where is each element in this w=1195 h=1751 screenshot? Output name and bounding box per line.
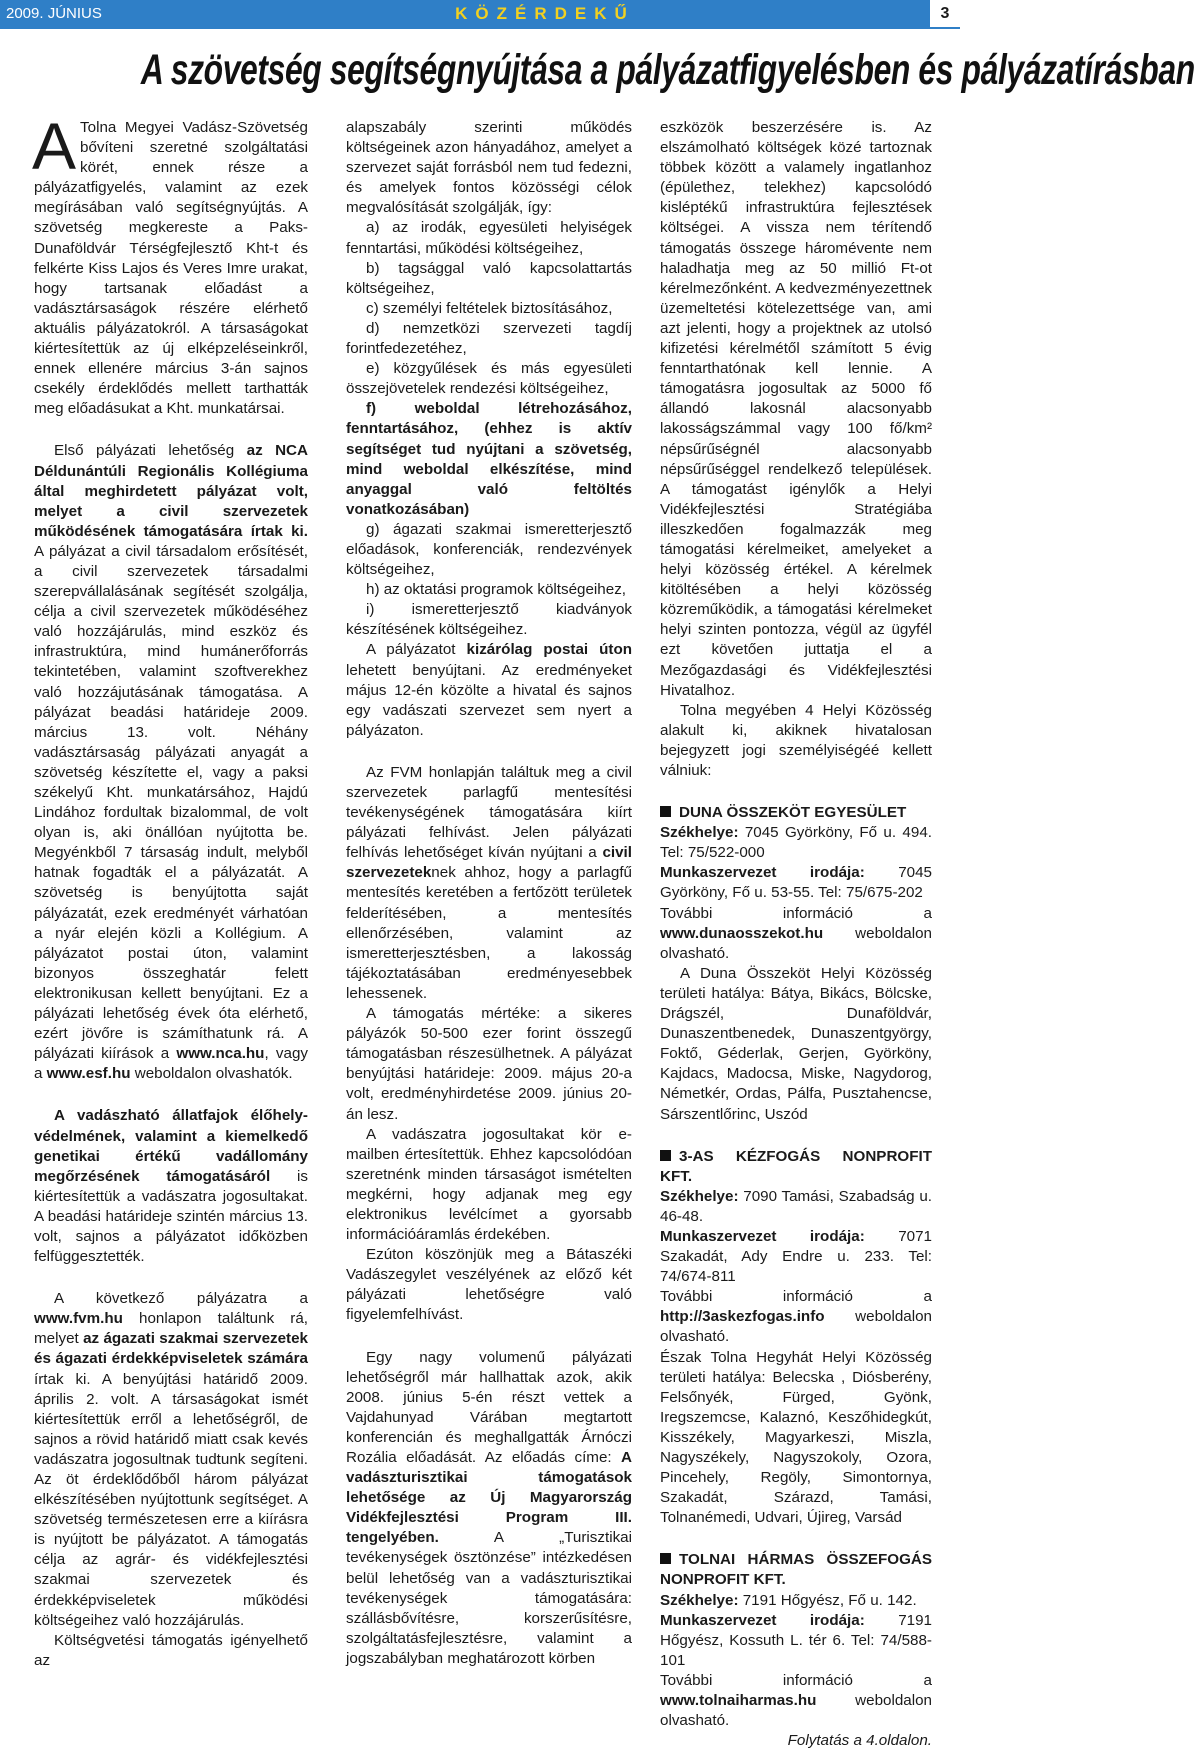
org-heading: 3-AS KÉZFOGÁS NONPROFIT KFT. [660,1147,932,1185]
org-info: További információ a http://3askezfogas.info weboldalon olvasható. [660,1288,932,1346]
paragraph: Tolna megyében 4 Helyi Közösség alakult ki, akiknek hivatalosan bejegyzett jogi személyiségéé kellett válniuk: [660,701,932,779]
org-office: Munkaszervezet irodája: 7071 Szakadát, Ady Endre u. 233. Tel: 74/674-811 [660,1227,932,1286]
link-fvm[interactable]: www.fvm.hu [34,1310,123,1328]
list-item: a) az irodák, egyesületi helyiségek fenntartási, működési költségeihez, [346,219,632,257]
page-number: 3 [940,5,950,22]
continued-note: Folytatás a 4.oldalon. [787,1732,932,1750]
org-office: Munkaszervezet irodája: 7045 Györköny, Fő u. 53-55. Tel: 75/675-202 [660,864,932,902]
org-seat: Székhelye: 7045 Györköny, Fő u. 494. Tel: 75/522-000 [660,824,932,862]
org-seat: Székhelye: 7090 Tamási, Szabadság u. 46-48. [660,1187,932,1225]
list-item: c) személyi feltételek biztosításához, [366,299,613,317]
paragraph: A pályázatot kizárólag postai úton lehetett benyújtani. Az eredményeket május 12-én közölte a hivatal és sajnos egy vadászati szervezet sem nyert a pályázaton. [346,641,633,739]
paragraph: Az FVM honlapján találtuk meg a civil szervezetek parlagfű mentesítési tevékenységének támogatására kiírt pályázati felhívást. Jelen pályázati felhívás lehetőséget kíván nyújtani a civil szervezeteknek ahhoz, hogy a parlagfű mentesítés keretében a fertőzött területek felderítésében, a mentesítés ellenőrzésében, valamint az ismeretterjesztésben, a lakosság tájékoztatásában eredményesebbek lehessenek. [346,763,632,1002]
list-item: f) weboldal létrehozásához, fenntartásához, (ehhez is aktív segítséget tud nyújtani a szövetség, mind weboldal elkészítése, mind anyaggal való feltöltés vonatkozásában) [346,400,632,518]
square-bullet-icon [660,806,671,817]
list-item: g) ágazati szakmai ismeretterjesztő előadások, konferenciák, rendezvények költségeihez, [346,520,632,579]
lead-paragraph [32,109,308,419]
paragraph: Egy nagy volumenű pályázati lehetőségről már hallhattak azok, akik 2008. június 5-én részt vettek a Vajdahunyad Várában megtartott konferencián és meghallgatták Árnóczi Rozália előadását. Az előadás címe: A vadászturisztikai támogatások lehetősége az Új Magyarország Vidékfejlesztési Program III. tengelyében. A „Turisztikai tevékenységek ösztönzése” intézkedésen belül lehetőség van a vadászturisztikai tevékenységek támogatására: szállásbővítésre, korszerűsítésre, szolgáltatásfejlesztésre, valamint a jogszabályban meghatározott körben [346,1348,632,1667]
paragraph: A vadászatra jogosultakat kör e-mailben értesítettük. Ehhez kapcsolódóan szeretnénk minden társaságot ismételten megkérni, hogy adjanak meg egy elektronikus levélcímet a gyorsabb információáramlás érdekében. [346,1125,632,1244]
org-heading: DUNA ÖSSZEKÖT EGYESÜLET [660,803,932,823]
paragraph: Ezúton köszönjük meg a Bátaszéki Vadászegylet veszélyének az előző két pályázati lehetőségre való figyelemfelhívást. [346,1246,632,1324]
link-dunaosszekot[interactable]: www.dunaosszekot.hu [660,924,824,942]
lead-text: Tolna Megyei Vadász-Szövetség bővíteni szeretné szolgáltatási körét, ennek része a pályázatfigyelés, valamint az ezek megírásában való segítségnyújtás. A szövetség megkereste a Paks-Dunaföldvár Térségfejlesztő Kht-t és felkérte Kiss Lajos és Veres Imre urakat, hogy tartsanak előadást a vadásztársaságok részére elérhető aktuális pályázatokról. A társaságokat kiértesítettük az új elképzeléseinkről, ennek ellenére március 3-án sajnos csekély érdeklődés mellett tarthatták meg előadásukat a Kht. munkatársai. [34,119,308,418]
square-bullet-icon [660,1150,671,1161]
issue-date: 2009. JÚNIUS [0,0,160,27]
list-item: b) tagsággal való kapcsolattartás költségeihez, [346,259,632,297]
list-item: h) az oktatási programok költségeihez, [366,581,627,599]
org-office: Munkaszervezet irodája: 7191 Hőgyész, Kossuth L. tér 6. Tel: 74/588-101 [660,1611,932,1669]
paragraph: Első pályázati lehetőség az NCA Déldunántúli Regionális Kollégiuma által meghirdetett pályázat volt, melyet a civil szervezetek működésének támogatására írtak ki. A pályázat a civil társadalom erősítését, a civil szervezetek társadalmi szerepvállalásának segítését szolgálja, célja a civil szervezetek működéséhez való hozzájárulás, mind eszköz és infrastruktúra, mind humánerőforrás tekintetében, valamint szoftverekhez való hozzájutásának támogatása. A pályázat beadási határideje 2009. március 13. volt. Néhány vadásztársaság pályázati anyagát a szövetség készítette el, vagy a paksi székelyű Kht. munkatársához, Hajdú Lindához fordultak bizalommal, de volt olyan is, aki önállóan nyújtotta be. Megyénkből 7 társaság indult, melyből hatnak fogadták el a pályázatát. A szövetség is benyújtotta saját pályázatát, ezek eredményét várhatóan a nyár elején közli a Kollégium. A pályázatot postai úton, valamint bizonyos összeghatár felett elektronikusan kellett benyújtani. Ez a pályázati lehetőség évek óta elérhető, ezért jövőre is számíthatunk rá. A pályázati kiírások a www.nca.hu, vagy a www.esf.hu weboldalon olvashatók. [34,442,309,1083]
square-bullet-icon [660,1553,671,1564]
list-item: d) nemzetközi szervezeti tagdíj forintfedezetéhez, [346,319,632,358]
link-esf[interactable]: www.esf.hu [46,1065,131,1083]
org-description: A Duna Összeköt Helyi Közösség területi hatálya: Bátya, Bikács, Bölcske, Drágszél, Dunaföldvár, Dunaszentbenedek, Dunaszentgyörgy, Foktő, Géderlak, Gerjen, Györköny, Kajdacs, Madocsa, Miske, Nagydorog, Németkér, Ordas, Pálfa, Pusztahencse, Sárszentlőrinc, Uszód [660,964,932,1123]
paragraph: A következő pályázatra a www.fvm.hu honlapon találtunk rá, melyet az ágazati szakmai szervezetek és ágazati érdekképviseletek számára írtak ki. A benyújtási határidő 2009. április 2. volt. A társaságokat ismét kiértesítettük erről a lehetőségről, de sajnos a rövid határidő miatt csak kevés vadászatra jogosultnak tudtunk segíteni. Az öt érdeklődőből három pályázat elkészítésében nyújtottunk segítséget. A szövetség természetesen erre a kiírásra is nyújtott be pályázatot. A támogatás célja az agrár- és vidékfejlesztési szakmai szervezetek és érdekképviseletek működési költségeihez való hozzájárulás. [34,1290,309,1629]
top-bar [0,0,960,29]
org-description: Észak Tolna Hegyhát Helyi Közösség területi hatálya: Belecska , Diósberény, Felsőnyék, Fürged, Gyönk, Iregszemcse, Kalaznó, Keszőhidegkút, Kisszékely, Magyarkeszi, Miszla, Nagyszékely, Nagyszokoly, Ozora, Pincehely, Regöly, Simontornya, Szakadát, Szárazd, Tamási, Tolnanémedi, Udvari, Újireg, Varsád [660,1348,932,1527]
section-title: KÖZÉRDEKŰ [455,4,635,23]
org-heading: TOLNAI HÁRMAS ÖSSZEFOGÁS NONPROFIT KFT. [660,1551,932,1589]
paragraph: A támogatás mértéke: a sikeres pályázók 50-500 ezer forint összegű támogatásban részesülhetnek. A pályázat benyújtási határideje: 2009. május 20-a volt, eredményhirdetése 2009. június 20-án lesz. [346,1005,632,1123]
paragraph: eszközök beszerzésére is. Az elszámolható költségek közé tartoznak többek között a valamely ingatlanhoz (épülethez, telekhez) kapcsolódó kisléptékű infrastruktúra fejlesztések költségei. A vissza nem térítendő támogatás összege háromévente nem haladhatja meg az 50 millió Ft-ot kérelmezőnként. A kedvezményezettnek üzemeltetési kötelezettsége van, ami azt jelenti, hogy a projektnek az utolsó kifizetési kérelmétől számított 5 évig fenntarthatónak kell lennie. A támogatásra jogosultak az 5000 fő állandó lakosnál alacsonyabb lakosságszámmal vagy 100 fő/km² népsűrűségnél alacsonyabb népsűrűséggel rendelkező települések. A támogatást igénylők a Helyi Vidékfejlesztési Stratégiába illeszkedően fogalmazzák meg támogatási kérelmeiket, amelyeket a helyi közösség értékel. A kérelmek kitöltésében a helyi közösség közreműködik, a támogatási kérelmeket helyi szinten pontozza, végül az ügyfél ezt követően juttatja el a Mezőgazdasági és Vidékfejlesztési Hivatalhoz. [660,119,932,699]
link-tolnaiharmas[interactable]: www.tolnaiharmas.hu [660,1692,817,1710]
drop-cap: A [32,109,77,183]
org-info: További információ a www.dunaosszekot.hu weboldalon olvasható. [660,904,932,962]
article-title: A szövetség segítségnyújtása a pályázatfigyelésben és pályázatírásban [140,46,1195,94]
link-3askezfogas[interactable]: http://3askezfogas.info [660,1308,825,1326]
paragraph: Költségvetési támogatás igényelhető az [34,1631,308,1669]
list-item: i) ismeretterjesztő kiadványok készítésének költségeihez. [346,601,632,639]
link-nca[interactable]: www.nca.hu [176,1045,265,1063]
paragraph: alapszabály szerinti működés költségeinek azon hányadához, amelyet a szervezet saját forrásból nem tud fedezni, és amelyek fontos közösségi célok megvalósítását szolgálják, így: [346,119,632,217]
column-3 [660,118,932,1751]
header-rule [0,27,960,29]
org-seat: Székhelye: 7191 Hőgyész, Fő u. 142. [660,1591,917,1609]
paragraph: A vadászható állatfajok élőhely-védelmének, valamint a kiemelkedő genetikai értékű vadállomány megőrzésének támogatásáról is kiértesítettük a vadászatra jogosultakat. A beadási határideje szintén március 13. volt, sajnos a pályázatot időközben felfüggesztették. [34,1107,308,1266]
column-2 [346,118,632,1669]
list-item: e) közgyűlések és más egyesületi összejövetelek rendezési költségeihez, [346,360,632,398]
column-1 [32,109,309,1671]
org-info: További információ a www.tolnaiharmas.hu weboldalon olvasható. [660,1671,932,1730]
